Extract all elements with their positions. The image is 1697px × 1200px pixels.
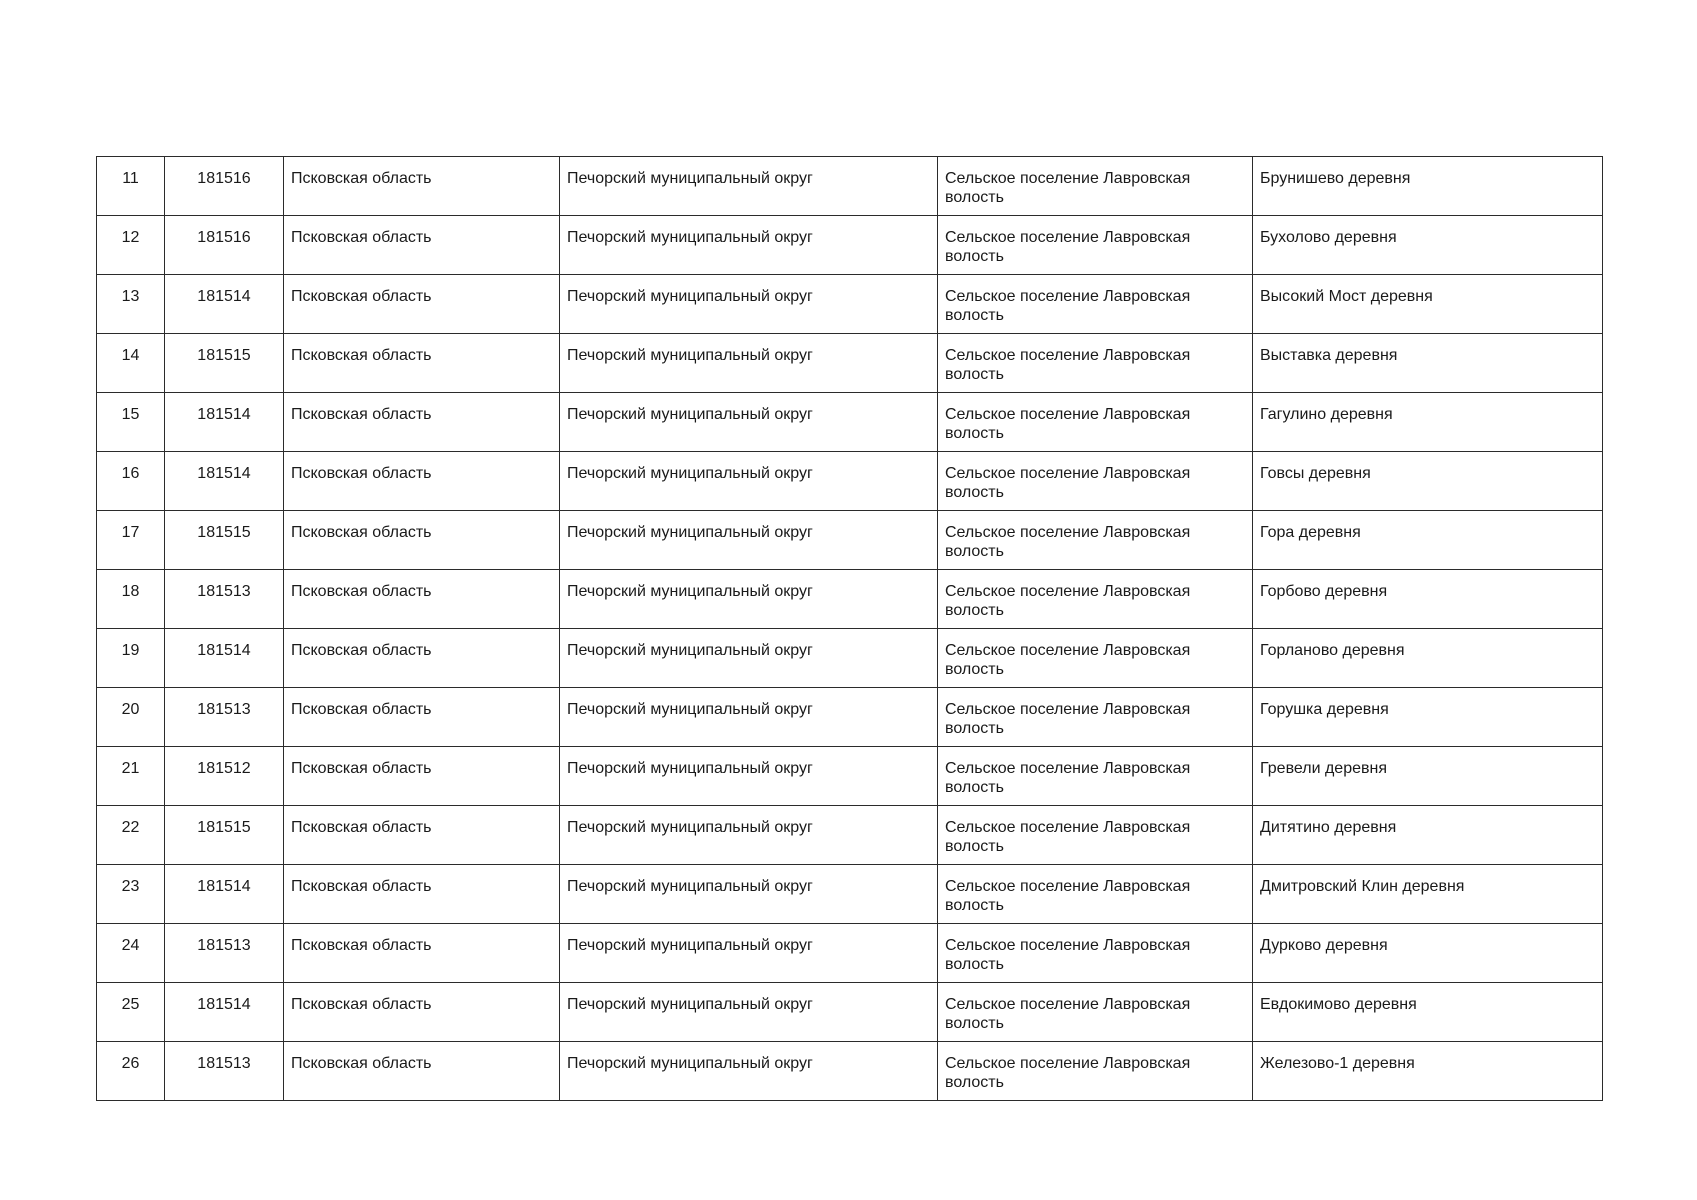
- postal-index-cell: 181515: [165, 511, 284, 570]
- region-cell: Псковская область: [284, 157, 560, 216]
- region-cell: Псковская область: [284, 452, 560, 511]
- settlement-cell: Сельское поселение Лавровская волость: [938, 216, 1253, 275]
- postal-index-cell: 181514: [165, 865, 284, 924]
- table-row: [97, 334, 1603, 393]
- district-cell: Печорский муниципальный округ: [560, 983, 938, 1042]
- settlement-cell: Сельское поселение Лавровская волость: [938, 511, 1253, 570]
- table-row: [97, 688, 1603, 747]
- row-number-cell: 24: [97, 924, 165, 983]
- settlement-cell: Сельское поселение Лавровская волость: [938, 865, 1253, 924]
- postal-index-cell: 181513: [165, 924, 284, 983]
- place-cell: Гревели деревня: [1253, 747, 1603, 806]
- postal-index-cell: 181516: [165, 157, 284, 216]
- district-cell: Печорский муниципальный округ: [560, 688, 938, 747]
- postal-index-cell: 181515: [165, 334, 284, 393]
- row-number-cell: 22: [97, 806, 165, 865]
- region-cell: Псковская область: [284, 393, 560, 452]
- settlement-cell: Сельское поселение Лавровская волость: [938, 629, 1253, 688]
- district-cell: Печорский муниципальный округ: [560, 393, 938, 452]
- place-cell: Дитятино деревня: [1253, 806, 1603, 865]
- row-number-cell: 21: [97, 747, 165, 806]
- district-cell: Печорский муниципальный округ: [560, 924, 938, 983]
- row-number-cell: 25: [97, 983, 165, 1042]
- region-cell: Псковская область: [284, 511, 560, 570]
- table-row: [97, 216, 1603, 275]
- postal-index-cell: 181514: [165, 393, 284, 452]
- row-number-cell: 18: [97, 570, 165, 629]
- row-number-cell: 16: [97, 452, 165, 511]
- place-cell: Дмитровский Клин деревня: [1253, 865, 1603, 924]
- settlements-table: [96, 156, 1603, 1101]
- place-cell: Бухолово деревня: [1253, 216, 1603, 275]
- place-cell: Железово-1 деревня: [1253, 1042, 1603, 1101]
- table-row: [97, 157, 1603, 216]
- region-cell: Псковская область: [284, 806, 560, 865]
- district-cell: Печорский муниципальный округ: [560, 216, 938, 275]
- district-cell: Печорский муниципальный округ: [560, 157, 938, 216]
- table-row: [97, 629, 1603, 688]
- table-row: [97, 570, 1603, 629]
- settlement-cell: Сельское поселение Лавровская волость: [938, 924, 1253, 983]
- table-row: [97, 452, 1603, 511]
- place-cell: Горланово деревня: [1253, 629, 1603, 688]
- postal-index-cell: 181513: [165, 1042, 284, 1101]
- district-cell: Печорский муниципальный округ: [560, 452, 938, 511]
- row-number-cell: 20: [97, 688, 165, 747]
- table-row: [97, 865, 1603, 924]
- settlement-cell: Сельское поселение Лавровская волость: [938, 983, 1253, 1042]
- row-number-cell: 19: [97, 629, 165, 688]
- region-cell: Псковская область: [284, 275, 560, 334]
- settlement-cell: Сельское поселение Лавровская волость: [938, 452, 1253, 511]
- postal-index-cell: 181513: [165, 570, 284, 629]
- region-cell: Псковская область: [284, 865, 560, 924]
- region-cell: Псковская область: [284, 983, 560, 1042]
- row-number-cell: 26: [97, 1042, 165, 1101]
- table-row: [97, 747, 1603, 806]
- region-cell: Псковская область: [284, 688, 560, 747]
- place-cell: Брунишево деревня: [1253, 157, 1603, 216]
- place-cell: Гагулино деревня: [1253, 393, 1603, 452]
- place-cell: Горушка деревня: [1253, 688, 1603, 747]
- district-cell: Печорский муниципальный округ: [560, 865, 938, 924]
- settlement-cell: Сельское поселение Лавровская волость: [938, 688, 1253, 747]
- region-cell: Псковская область: [284, 629, 560, 688]
- postal-index-cell: 181514: [165, 275, 284, 334]
- place-cell: Высокий Мост деревня: [1253, 275, 1603, 334]
- district-cell: Печорский муниципальный округ: [560, 747, 938, 806]
- district-cell: Печорский муниципальный округ: [560, 334, 938, 393]
- row-number-cell: 11: [97, 157, 165, 216]
- row-number-cell: 12: [97, 216, 165, 275]
- settlement-cell: Сельское поселение Лавровская волость: [938, 393, 1253, 452]
- district-cell: Печорский муниципальный округ: [560, 275, 938, 334]
- district-cell: Печорский муниципальный округ: [560, 570, 938, 629]
- place-cell: Гора деревня: [1253, 511, 1603, 570]
- region-cell: Псковская область: [284, 570, 560, 629]
- settlement-cell: Сельское поселение Лавровская волость: [938, 570, 1253, 629]
- table-row: [97, 275, 1603, 334]
- row-number-cell: 23: [97, 865, 165, 924]
- place-cell: Говсы деревня: [1253, 452, 1603, 511]
- postal-index-cell: 181514: [165, 629, 284, 688]
- region-cell: Псковская область: [284, 1042, 560, 1101]
- place-cell: Дурково деревня: [1253, 924, 1603, 983]
- settlement-cell: Сельское поселение Лавровская волость: [938, 275, 1253, 334]
- settlement-cell: Сельское поселение Лавровская волость: [938, 747, 1253, 806]
- row-number-cell: 13: [97, 275, 165, 334]
- district-cell: Печорский муниципальный округ: [560, 511, 938, 570]
- district-cell: Печорский муниципальный округ: [560, 629, 938, 688]
- settlement-cell: Сельское поселение Лавровская волость: [938, 806, 1253, 865]
- postal-index-cell: 181514: [165, 452, 284, 511]
- table-row: [97, 924, 1603, 983]
- table-body: [97, 157, 1603, 1101]
- row-number-cell: 17: [97, 511, 165, 570]
- region-cell: Псковская область: [284, 747, 560, 806]
- postal-index-cell: 181513: [165, 688, 284, 747]
- settlement-cell: Сельское поселение Лавровская волость: [938, 157, 1253, 216]
- district-cell: Печорский муниципальный округ: [560, 806, 938, 865]
- region-cell: Псковская область: [284, 334, 560, 393]
- row-number-cell: 15: [97, 393, 165, 452]
- region-cell: Псковская область: [284, 216, 560, 275]
- district-cell: Печорский муниципальный округ: [560, 1042, 938, 1101]
- table-row: [97, 1042, 1603, 1101]
- region-cell: Псковская область: [284, 924, 560, 983]
- table-row: [97, 983, 1603, 1042]
- postal-index-cell: 181516: [165, 216, 284, 275]
- place-cell: Горбово деревня: [1253, 570, 1603, 629]
- postal-index-cell: 181515: [165, 806, 284, 865]
- place-cell: Евдокимово деревня: [1253, 983, 1603, 1042]
- settlement-cell: Сельское поселение Лавровская волость: [938, 1042, 1253, 1101]
- row-number-cell: 14: [97, 334, 165, 393]
- place-cell: Выставка деревня: [1253, 334, 1603, 393]
- table-row: [97, 393, 1603, 452]
- postal-index-cell: 181512: [165, 747, 284, 806]
- table-row: [97, 511, 1603, 570]
- table-row: [97, 806, 1603, 865]
- postal-index-cell: 181514: [165, 983, 284, 1042]
- settlement-cell: Сельское поселение Лавровская волость: [938, 334, 1253, 393]
